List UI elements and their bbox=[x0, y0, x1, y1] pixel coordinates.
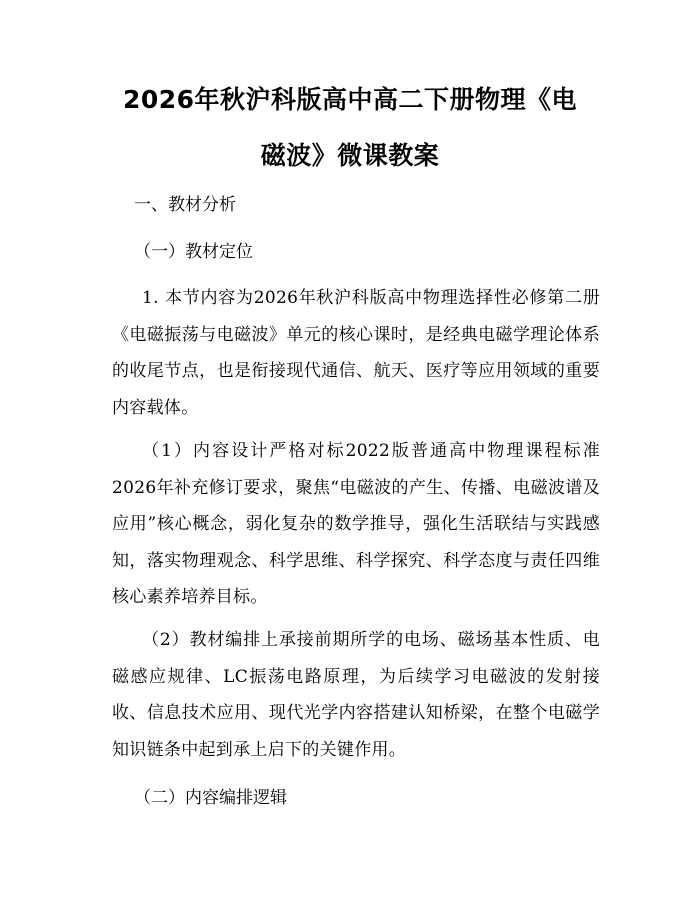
section-heading-analysis: 一、教材分析 bbox=[134, 195, 236, 215]
paragraph-arrangement: （2）教材编排上承接前期所学的电场、磁场基本性质、电磁感应规律、LC振荡电路原理，为后续学习电磁波的发射接收、信息技术应用、现代光学内容搭建认知桥梁，在整个电磁学知识链条中起到承上启下的关键作用。 bbox=[112, 630, 600, 760]
paragraph-positioning: 1. 本节内容为2026年秋沪科版高中物理选择性必修第二册《电磁振荡与电磁波》单元的核心课时，是经典电磁学理论体系的收尾节点，也是衔接现代通信、航天、医疗等应用领域的重要内容载体。 bbox=[112, 288, 600, 418]
document-title: 2026年秋沪科版高中高二下册物理《电磁波》微课教案 bbox=[122, 85, 578, 170]
subsection-heading-logic: （二）内容编排逻辑 bbox=[134, 788, 287, 808]
subsection-heading-positioning: （一）教材定位 bbox=[134, 242, 253, 262]
paragraph-standards: （1）内容设计严格对标2022版普通高中物理课程标准2026年补充修订要求，聚焦“电磁波的产生、传播、电磁波谱及应用”核心概念，弱化复杂的数学推导，强化生活联结与实践感知，落实物理观念、科学思维、科学探究、科学态度与责任四维核心素养培养目标。 bbox=[112, 441, 600, 607]
